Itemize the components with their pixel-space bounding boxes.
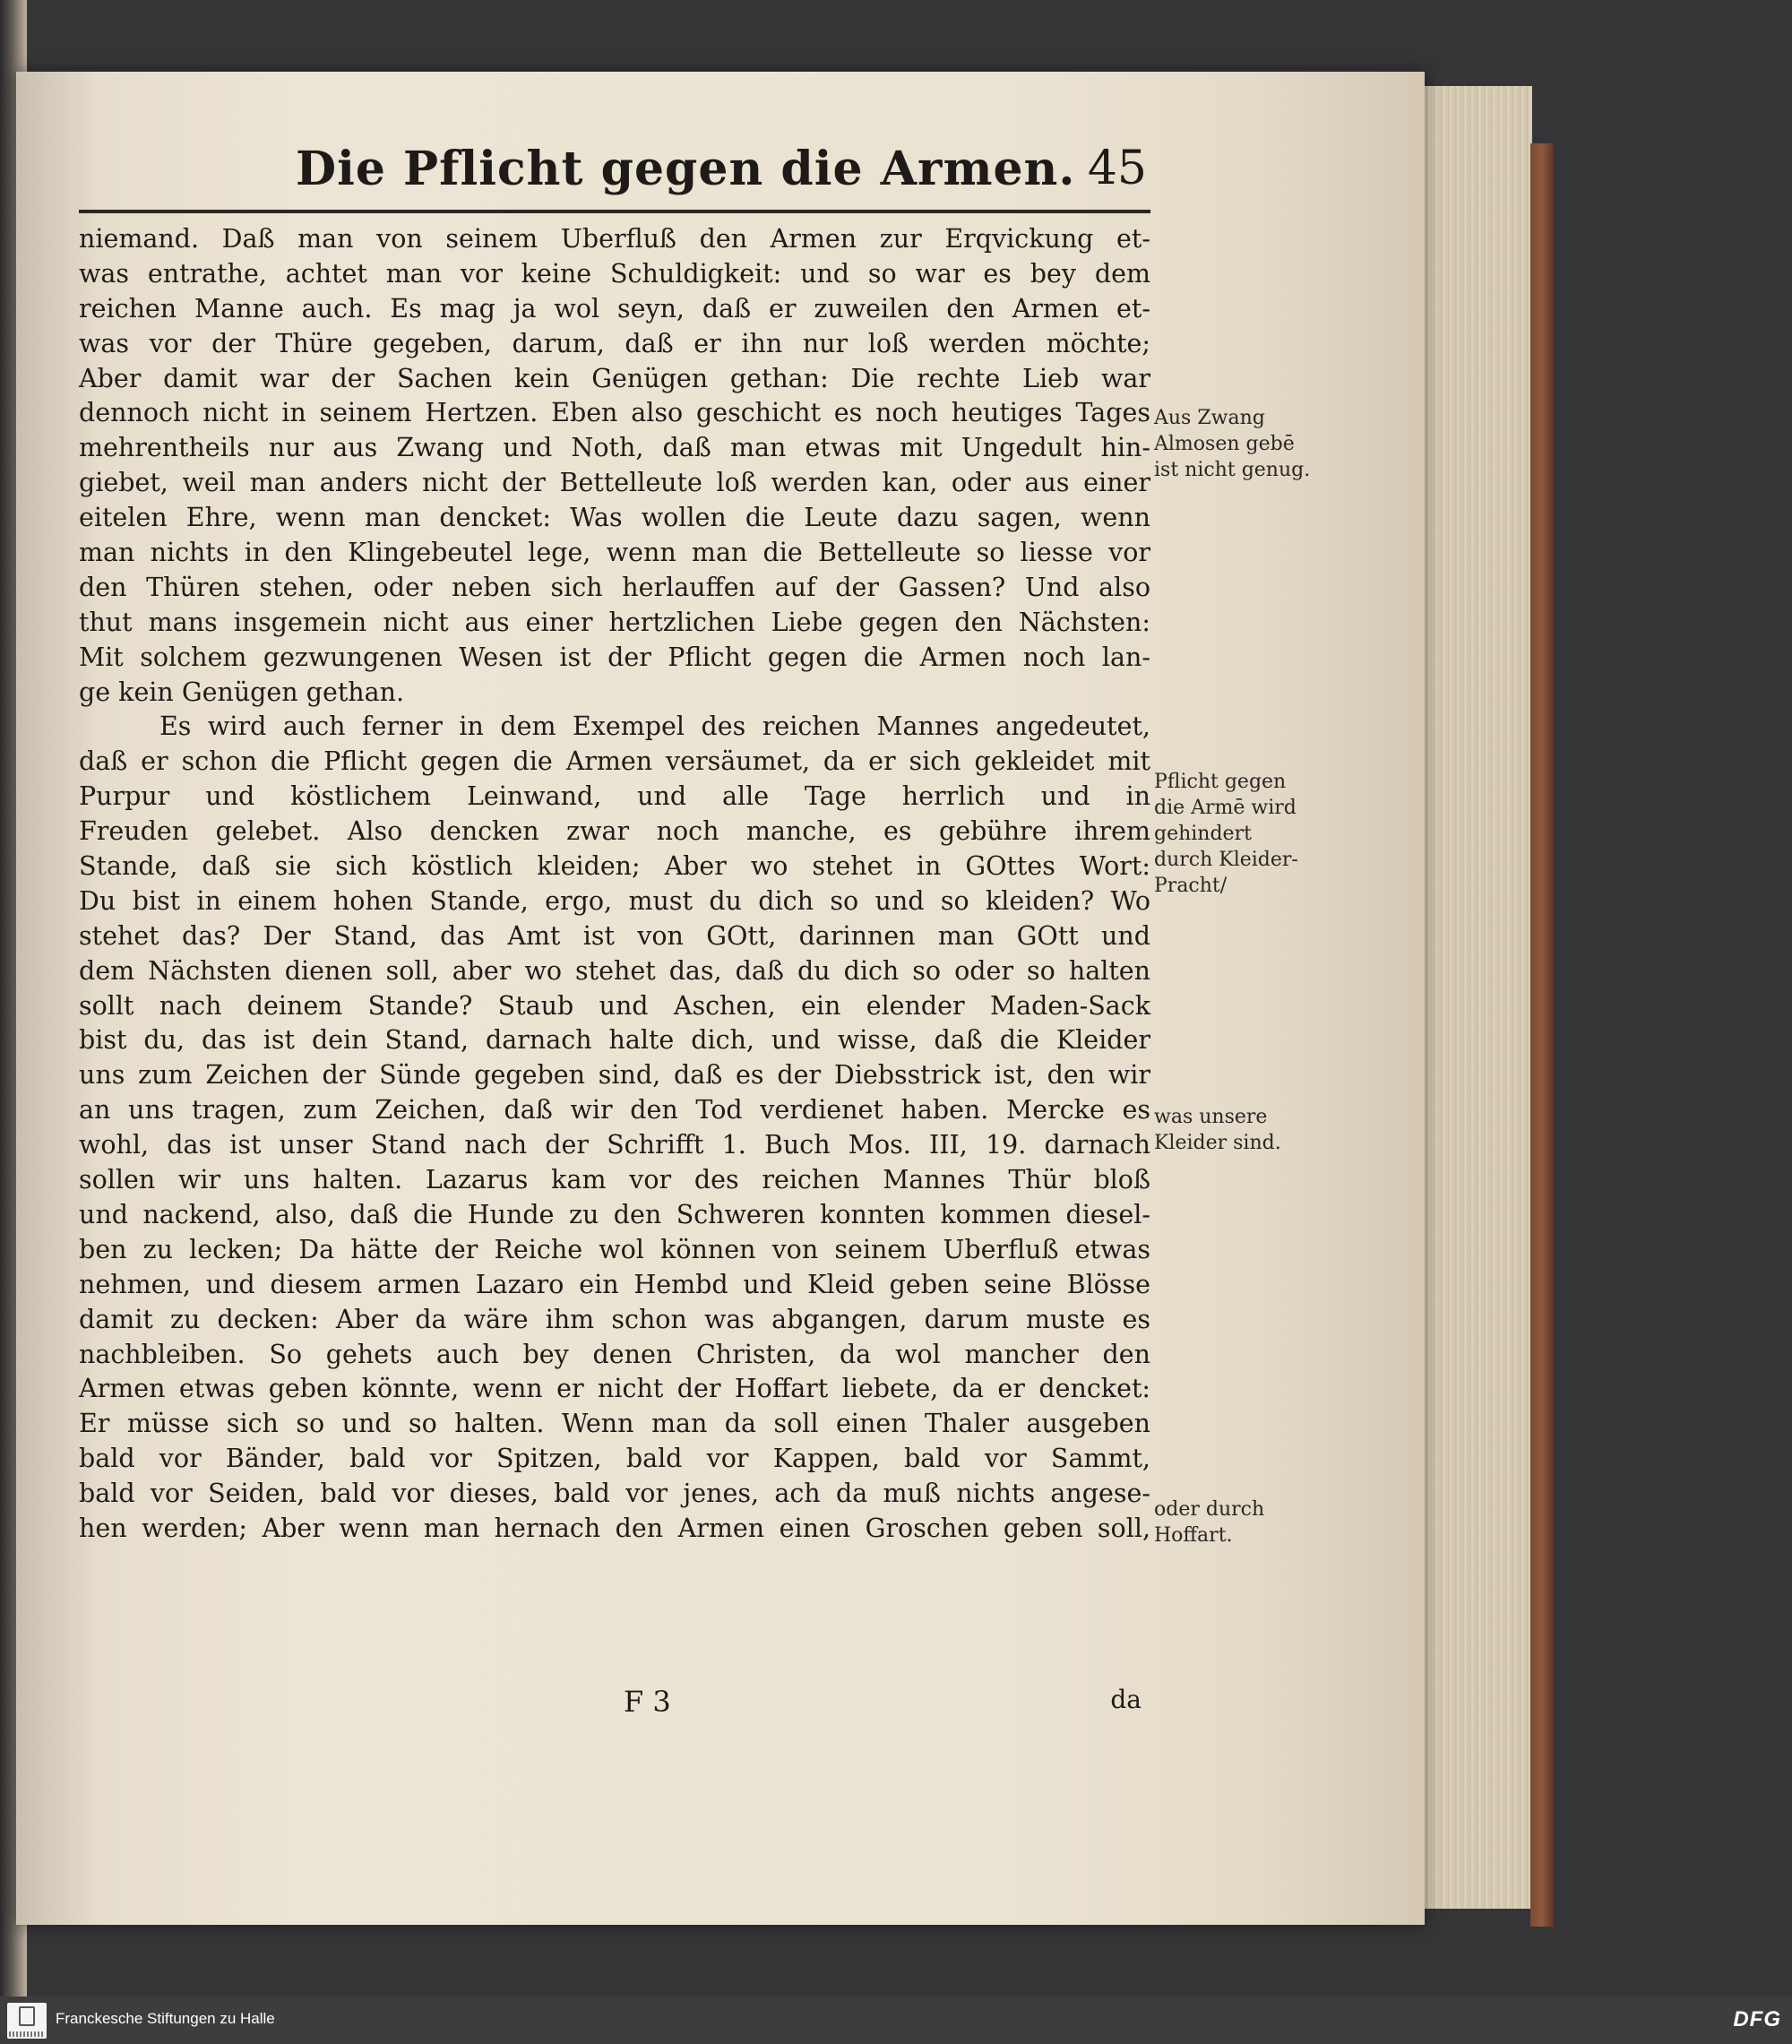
text-line: nachbleiben. So gehets auch bey denen Christen, da wol mancher den [79, 1339, 1150, 1369]
text-line: wohl, das ist unser Stand nach der Schrifft 1. Buch Mos. III, 19. darnach [79, 1130, 1150, 1160]
text-line: sollt nach deinem Stande? Staub und Aschen, ein elender Maden-Sack [79, 990, 1150, 1021]
text-line: reichen Manne auch. Es mag ja wol seyn, daß er zuweilen den Armen et- [79, 293, 1150, 323]
catchword: da [1110, 1685, 1142, 1714]
text-line: Du bist in einem hohen Stande, ergo, must du dich so und so kleiden? Wo [79, 885, 1150, 916]
text-line: eitelen Ehre, wenn man dencket: Was wollen die Leute dazu sagen, wenn [79, 503, 1150, 533]
text-line: was entrathe, achtet man vor keine Schuldigkeit: und so war es bey dem [79, 258, 1150, 289]
text-line: stehet das? Der Stand, das Amt ist von GOtt, darinnen man GOtt und [79, 920, 1150, 951]
text-line: Aber damit war der Sachen kein Genügen gethan: Die rechte Lieb war [79, 363, 1150, 393]
text-line: ben zu lecken; Da hätte der Reiche wol können von seinem Uberfluß etwas [79, 1234, 1150, 1264]
text-line: dem Nächsten dienen soll, aber wo stehet das, daß du dich so oder so halten [79, 955, 1150, 986]
text-line: nehmen, und diesem armen Lazaro ein Hembd und Kleid geben seine Blösse [79, 1269, 1150, 1299]
margin-note-zwang: Aus Zwang Almosen gebē ist nicht genug. [1154, 407, 1311, 481]
text-line: thut mans insgemein nicht aus einer hertzlichen Liebe gegen den Nächsten: [79, 607, 1150, 637]
text-line: Armen etwas geben könnte, wenn er nicht der Hoffart liebete, da er dencket: [79, 1374, 1150, 1404]
text-line: was vor der Thüre gegeben, darum, daß er ihn nur loß werden möchte; [79, 328, 1150, 358]
institution-label[interactable]: Franckesche Stiftungen zu Halle [56, 2010, 275, 2027]
book-cover-edge [1530, 143, 1554, 1927]
viewer-footer-bar [0, 1997, 1792, 2044]
running-head [296, 142, 1147, 204]
text-line: Er müsse sich so und so halten. Wenn man da soll einen Thaler ausgeben [79, 1409, 1150, 1439]
text-line: uns zum Zeichen der Sünde gegeben sind, daß es der Diebsstrick ist, den wir [79, 1060, 1150, 1091]
text-line: an uns tragen, zum Zeichen, daß wir den Tod verdienet haben. Mercke es [79, 1095, 1150, 1125]
text-line: giebet, weil man anders nicht der Bettelleute loß werden kan, oder aus einer [79, 468, 1150, 498]
page-footer [79, 1685, 1150, 1721]
text-line: dennoch nicht in seinem Hertzen. Eben also geschicht es noch heutiges Tages [79, 398, 1150, 428]
text-line: sollen wir uns halten. Lazarus kam vor des reichen Mannes Thür bloß [79, 1165, 1150, 1195]
margin-note-hoffart: oder durch Hoffart. [1154, 1498, 1265, 1547]
dfg-logo[interactable]: DFG [1733, 2007, 1781, 2031]
signature-mark: F 3 [624, 1685, 671, 1719]
margin-note-kleider-pracht: Pflicht gegen die Armē wird gehindert durch Kleider- Pracht/ [1154, 771, 1298, 897]
text-line: Freuden gelebet. Also dencken zwar noch manche, es gebühre ihrem [79, 816, 1150, 847]
body-text [79, 222, 1150, 1547]
text-line: hen werden; Aber wenn man hernach den Armen einen Groschen geben soll, [79, 1513, 1150, 1543]
text-line: bist du, das ist dein Stand, darnach halte dich, und wisse, daß die Kleider [79, 1025, 1150, 1056]
text-line: bald vor Bänder, bald vor Spitzen, bald vor Kappen, bald vor Sammt, [79, 1444, 1150, 1474]
page-number: 45 [1087, 142, 1147, 195]
text-line: Mit solchem gezwungenen Wesen ist der Pflicht gegen die Armen noch lan- [79, 642, 1150, 672]
margin-note-kleider: was unsere Kleider sind. [1154, 1106, 1281, 1154]
header-rule [79, 210, 1150, 213]
page-stack-edge [1425, 86, 1532, 1909]
text-line: Es wird auch ferner in dem Exempel des reichen Mannes angedeutet, [159, 712, 1150, 742]
text-line: niemand. Daß man von seinem Uberfluß den Armen zur Erqvickung et- [79, 224, 1150, 254]
text-line: Stande, daß sie sich köstlich kleiden; Aber wo stehet in GOttes Wort: [79, 851, 1150, 882]
franckesche-stiftungen-logo-icon[interactable] [7, 2003, 47, 2039]
text-line: den Thüren stehen, oder neben sich herlauffen auf der Gassen? Und also [79, 572, 1150, 602]
text-line: daß er schon die Pflicht gegen die Armen versäumet, da er sich gekleidet mit [79, 746, 1150, 777]
running-title: Die Pflicht gegen die Armen. [296, 142, 1076, 196]
text-line: bald vor Seiden, bald vor dieses, bald vor jenes, ach da muß nichts angese- [79, 1479, 1150, 1509]
text-line: man nichts in den Klingebeutel lege, wenn man die Bettelleute so liesse vor [79, 538, 1150, 568]
text-line: Purpur und köstlichem Leinwand, und alle Tage herrlich und in [79, 781, 1150, 812]
text-line: ge kein Genügen gethan. [79, 677, 405, 707]
text-line: damit zu decken: Aber da wäre ihm schon was abgangen, darum muste es [79, 1304, 1150, 1334]
text-line: mehrentheils nur aus Zwang und Noth, daß man etwas mit Ungedult hin- [79, 433, 1150, 463]
text-line: und nackend, also, daß die Hunde zu den Schweren konnten kommen diesel- [79, 1199, 1150, 1229]
